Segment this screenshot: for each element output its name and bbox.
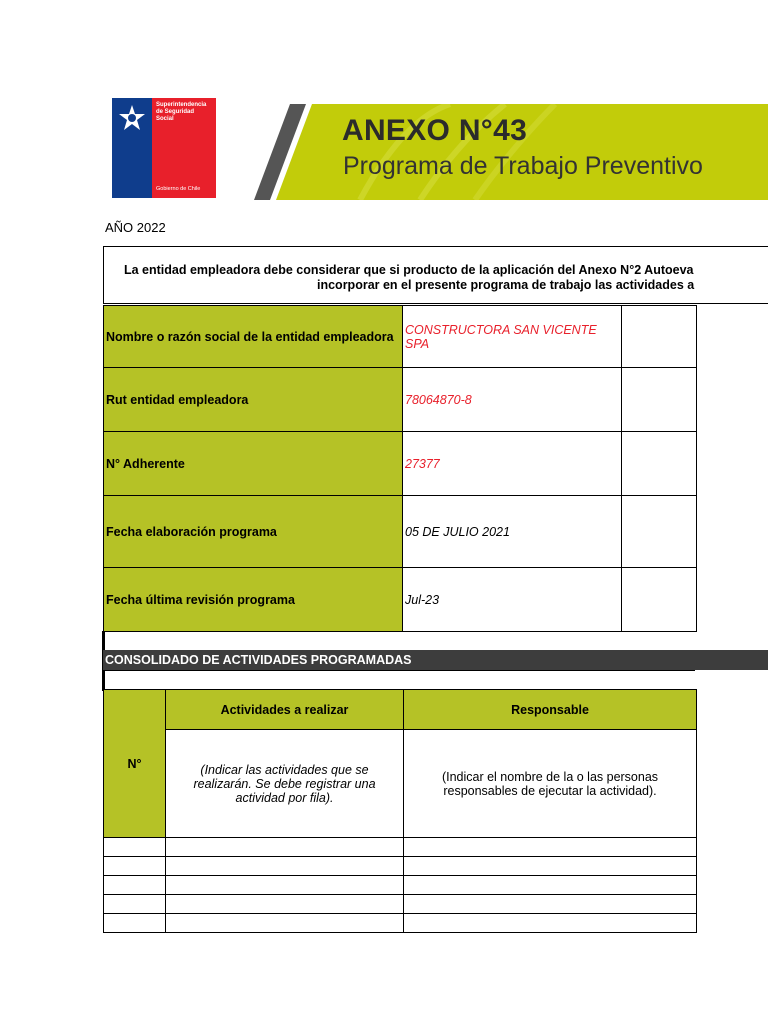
label-fecha-elaboracion: Fecha elaboración programa xyxy=(104,496,403,568)
cell-actividad[interactable] xyxy=(166,838,404,857)
year-label: AÑO 2022 xyxy=(105,220,166,235)
table-row xyxy=(104,914,697,933)
cell-number[interactable] xyxy=(104,857,166,876)
chile-coat-of-arms-icon xyxy=(115,102,149,136)
activities-table xyxy=(103,689,697,933)
cell-actividad[interactable] xyxy=(166,914,404,933)
blank-cell xyxy=(622,496,697,568)
intro-note xyxy=(103,246,768,304)
cell-number[interactable] xyxy=(104,876,166,895)
logo-text: Superintendencia de Seguridad Social xyxy=(156,102,207,122)
cell-responsable[interactable] xyxy=(404,895,697,914)
value-rut[interactable]: 78064870-8 xyxy=(403,368,622,432)
blank-cell xyxy=(622,568,697,632)
table-row xyxy=(104,876,697,895)
info-row-fecha-elaboracion xyxy=(104,496,697,568)
info-row-adherente xyxy=(104,432,697,496)
table-row xyxy=(104,895,697,914)
cell-actividad[interactable] xyxy=(166,876,404,895)
cell-responsable[interactable] xyxy=(404,876,697,895)
employer-info-table xyxy=(103,305,697,632)
cell-number[interactable] xyxy=(104,914,166,933)
value-employer-name[interactable]: CONSTRUCTORA SAN VICENTE SPA xyxy=(403,306,622,368)
info-row-name xyxy=(104,306,697,368)
label-fecha-revision: Fecha última revisión programa xyxy=(104,568,403,632)
intro-line-1: La entidad empleadora debe considerar que si producto de la aplicación del Anexo N°2 Autoeva xyxy=(124,263,694,277)
instruction-responsable: (Indicar el nombre de la o las personas responsables de ejecutar la actividad). xyxy=(404,730,697,838)
annex-subtitle: Programa de Trabajo Preventivo xyxy=(343,152,703,180)
info-row-rut xyxy=(104,368,697,432)
label-adherente: N° Adherente xyxy=(104,432,403,496)
table-row xyxy=(104,838,697,857)
logo-footer: Gobierno de Chile xyxy=(156,186,201,192)
consolidado-title: CONSOLIDADO DE ACTIVIDADES PROGRAMADAS xyxy=(105,653,412,667)
label-employer-name: Nombre o razón social de la entidad empleadora xyxy=(104,306,403,368)
cell-number[interactable] xyxy=(104,895,166,914)
label-rut: Rut entidad empleadora xyxy=(104,368,403,432)
value-fecha-elaboracion[interactable]: 05 DE JULIO 2021 xyxy=(403,496,622,568)
blank-cell xyxy=(622,368,697,432)
cell-number[interactable] xyxy=(104,838,166,857)
column-header-responsable: Responsable xyxy=(404,690,697,730)
activities-header-row xyxy=(104,690,697,730)
superintendencia-logo xyxy=(112,98,216,198)
cell-responsable[interactable] xyxy=(404,857,697,876)
value-adherente[interactable]: 27377 xyxy=(403,432,622,496)
annex-banner xyxy=(250,104,768,200)
intro-line-2: incorporar en el presente programa de trabajo las actividades a xyxy=(317,278,695,292)
column-header-actividades: Actividades a realizar xyxy=(166,690,404,730)
cell-responsable[interactable] xyxy=(404,838,697,857)
info-row-fecha-revision xyxy=(104,568,697,632)
column-header-number: N° xyxy=(104,690,166,838)
activities-instructions-row xyxy=(104,730,697,838)
value-fecha-revision[interactable]: Jul-23 xyxy=(403,568,622,632)
instruction-actividades: (Indicar las actividades que se realizarán. Se debe registrar una actividad por fila). xyxy=(166,730,404,838)
blank-cell xyxy=(622,432,697,496)
annex-title: ANEXO N°43 xyxy=(342,114,528,147)
cell-actividad[interactable] xyxy=(166,895,404,914)
cell-actividad[interactable] xyxy=(166,857,404,876)
cell-responsable[interactable] xyxy=(404,914,697,933)
blank-cell xyxy=(622,306,697,368)
table-row xyxy=(104,857,697,876)
divider xyxy=(103,670,695,671)
